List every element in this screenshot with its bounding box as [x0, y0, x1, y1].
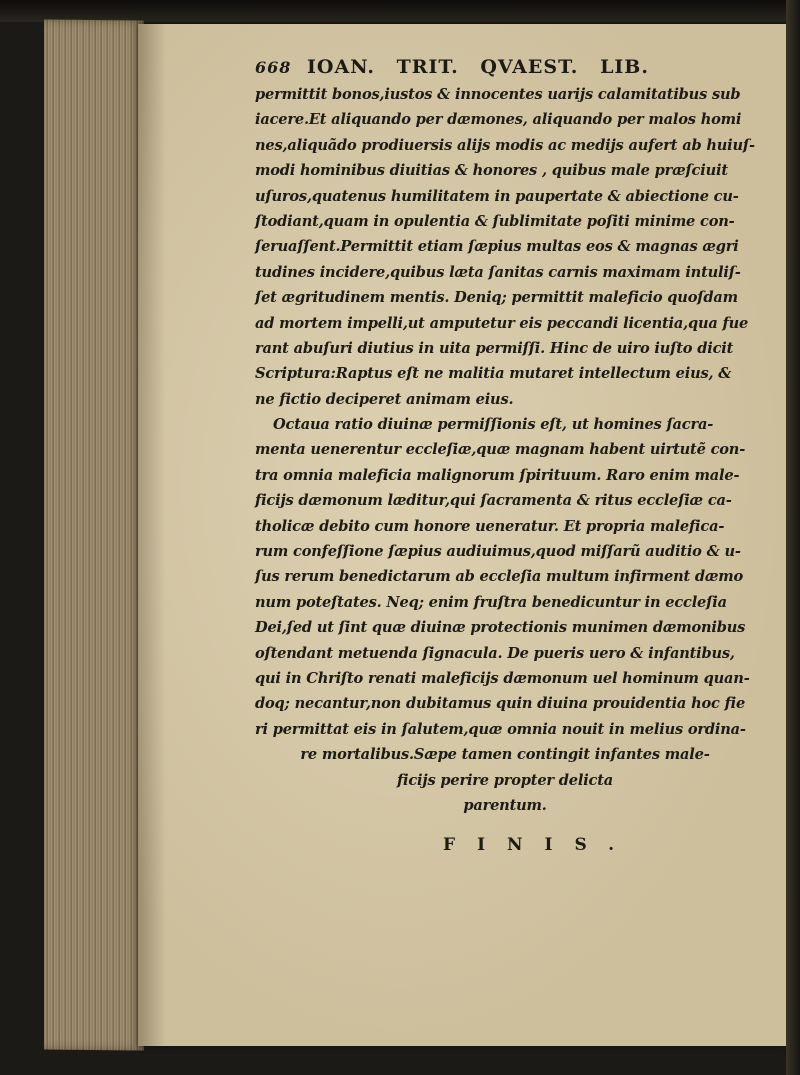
body-line-tapered: parentum.: [463, 796, 547, 814]
body-line: nes,aliquãdo prodiuersis alijs modis ac medijs aufert ab huiuſ-: [255, 136, 755, 154]
stacked-page-edges: [44, 19, 144, 1050]
body-line: ſet ægritudinem mentis. Deniq; permittit maleficio quoſdam: [255, 289, 738, 307]
body-line: num poteſtates. Neq; enim fruſtra benedicuntur in eccleſia: [255, 593, 727, 611]
body-line: ſeruaſſent.Permittit etiam ſæpius multas eos & magnas ægri: [255, 238, 739, 256]
body-line: rant abuſuri diutius in uita permiſſi. Hinc de uiro iuſto dicit: [255, 339, 734, 357]
finis-colophon: FINIS.: [443, 835, 637, 856]
body-line: uſuros,quatenus humilitatem in paupertate & abiectione cu-: [255, 187, 739, 205]
body-line: tudines incidere,quibus læta ſanitas carnis maximam intuliſ-: [255, 263, 741, 281]
body-line: iacere.Et aliquando per dæmones, aliquando per malos homi: [255, 111, 742, 129]
body-line: tholicæ debito cum honore ueneratur. Et propria malefica-: [255, 517, 725, 535]
body-line: ri permittat eis in ſalutem,quæ omnia nouit in melius ordina-: [255, 720, 746, 738]
running-head-author: IOAN.: [307, 56, 375, 78]
running-head: [255, 52, 755, 82]
body-line: ſus rerum benedictarum ab eccleſia multum infirment dæmo: [255, 568, 744, 586]
body-line: tra omnia maleficia malignorum ſpirituum. Raro enim male-: [255, 466, 740, 484]
body-line-tapered: ficijs perire propter delicta: [396, 771, 614, 789]
body-line: oſtendant metuenda ſignacula. De pueris uero & infantibus,: [255, 644, 735, 662]
body-line: menta uenerentur eccleſiæ,quæ magnam habent uirtutẽ con-: [255, 441, 746, 459]
text-block: [255, 52, 755, 860]
body-line: rum confeſſione ſæpius audiuimus,quod miſſarũ auditio & u-: [255, 543, 741, 561]
scan-top-edge: [0, 0, 800, 22]
body-line: modi hominibus diuitias & honores , quibus male præſciuit: [255, 162, 728, 180]
body-line: Scriptura:Raptus eſt ne malitia mutaret intellectum eius, &: [255, 365, 732, 383]
page-number: 668: [255, 58, 292, 77]
running-head-section: QVAEST.: [480, 56, 579, 78]
body-line: ne fictio deciperet animam eius.: [255, 390, 514, 408]
body-line: ficijs dæmonum læditur,qui ſacramenta & ritus eccleſiæ ca-: [255, 492, 732, 510]
body-line: doq; necantur,non dubitamus quin diuina prouidentia hoc fie: [255, 695, 746, 713]
running-head-book: LIB.: [600, 56, 649, 78]
body-line: qui in Chriſto renati maleficijs dæmonum uel hominum quan-: [255, 669, 750, 687]
body-line: Dei,ſed ut ſint quæ diuinæ protectionis munimen dæmonibus: [255, 619, 746, 637]
body-line: ſtodiant,quam in opulentia & ſublimitate poſiti minime con-: [255, 212, 735, 230]
body-line-tapered: re mortalibus.Sæpe tamen contingit infantes male-: [300, 746, 710, 764]
paragraph-start-line: Octaua ratio diuinæ permiſſionis eſt, ut homines ſacra-: [273, 416, 714, 434]
binding-edge: [786, 0, 800, 1075]
body-line: permittit bonos,iustos & innocentes uarijs calamitatibus sub: [255, 86, 741, 103]
body-line: ad mortem impelli,ut amputetur eis peccandi licentia,qua fue: [255, 314, 749, 332]
running-head-work: TRIT.: [396, 56, 459, 78]
